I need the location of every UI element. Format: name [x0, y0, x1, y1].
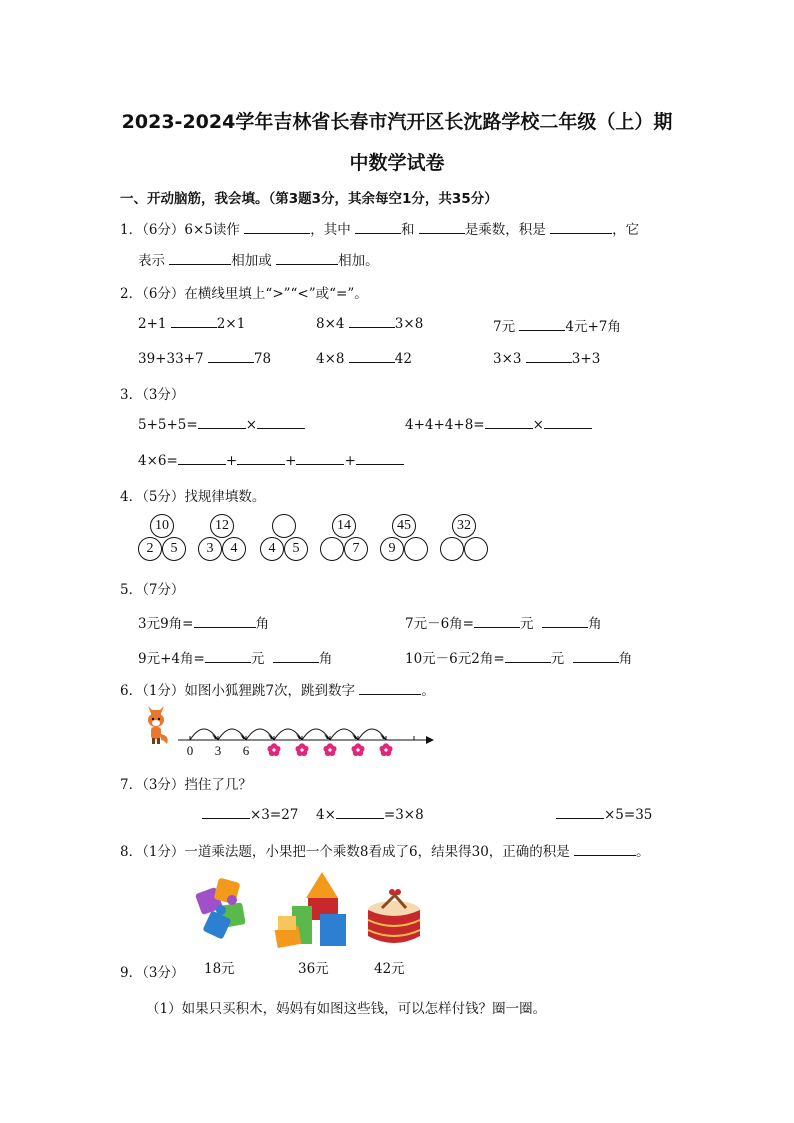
flower-icon — [267, 743, 280, 756]
compare-item-3: 7元 4元+7角 — [493, 319, 621, 335]
flower-icon — [351, 743, 364, 756]
q5-item-2: 7元－6角= 元 角 — [405, 616, 602, 632]
building-blocks-icon — [275, 872, 346, 948]
number-line-label: 3 — [214, 743, 222, 758]
flower-icon — [379, 743, 392, 756]
pattern-circle-left — [440, 537, 464, 561]
pattern-circle-top: 32 — [452, 514, 476, 538]
q9-subquestion-1: （1）如果只买积木，妈妈有如图这些钱，可以怎样付钱？圈一圈。 — [146, 1001, 547, 1017]
drum-icon — [368, 889, 420, 943]
jump-arc — [330, 729, 358, 740]
q5-item-4: 10元－6元2角= 元 角 — [405, 651, 633, 667]
pattern-circle-top: 10 — [150, 514, 174, 538]
pattern-circle-right — [404, 537, 428, 561]
flower-icon — [323, 743, 336, 756]
price-puzzle: 18元 — [204, 961, 235, 977]
jump-arc — [246, 729, 274, 740]
jump-arc — [302, 729, 330, 740]
jump-arc — [274, 729, 302, 740]
compare-item-6: 3×3 3+3 — [493, 351, 601, 367]
compare-item-4: 39+33+7 78 — [138, 351, 272, 367]
question-8: 8．（1分）一道乘法题，小果把一个乘数8看成了6，结果得30，正确的积是 。 — [120, 844, 650, 860]
question-9-heading: 9．（3分） — [120, 965, 185, 981]
compare-item-5: 4×8 42 — [316, 351, 412, 367]
question-2-heading: 2．（6分）在横线里填上“>”“<”或“=”。 — [120, 286, 368, 302]
question-1-line2: 表示 相加或 相加。 — [138, 253, 379, 269]
jump-arc — [218, 729, 246, 740]
number-line-label: 6 — [242, 743, 250, 758]
q7-expression-2: 4× =3×8 — [316, 807, 424, 823]
pattern-circle-top: 45 — [392, 514, 416, 538]
price-blocks: 36元 — [298, 961, 329, 977]
pattern-circle-top: 12 — [210, 514, 234, 538]
q7-expression-1: ×3=27 — [202, 806, 298, 823]
pattern-circle-left: 3 — [198, 537, 222, 561]
pattern-circle-left: 9 — [380, 537, 404, 561]
jump-arc — [358, 729, 386, 740]
pattern-circle-top — [272, 514, 296, 538]
pattern-circle-right: 5 — [162, 537, 186, 561]
jump-arc — [190, 729, 218, 740]
pattern-circle-right — [464, 537, 488, 561]
pattern-circle-right: 7 — [344, 537, 368, 561]
question-7-heading: 7．（3分）挡住了几？ — [120, 777, 252, 793]
exam-title-line2: 中数学试卷 — [349, 152, 445, 174]
question-3-heading: 3．（3分） — [120, 387, 185, 403]
pattern-circle-left: 4 — [260, 537, 284, 561]
exam-title-line1: 2023-2024学年吉林省长春市汽开区长沈路学校二年级（上）期 — [121, 111, 673, 133]
question-1-line1: 1．（6分）6×5读作 ，其中 和 是乘数，积是 ，它 — [120, 222, 640, 238]
q5-item-1: 3元9角= 角 — [138, 616, 269, 632]
pattern-circle-left — [320, 537, 344, 561]
question-5-heading: 5．（7分） — [120, 582, 185, 598]
price-drum: 42元 — [374, 961, 405, 977]
compare-item-1: 2+1 2×1 — [138, 316, 246, 332]
q3-expression-1: 5+5+5= × — [138, 416, 305, 433]
pattern-circle-right: 4 — [222, 537, 246, 561]
toy-pictures — [192, 870, 442, 952]
section-heading: 一、开动脑筋，我会填。（第3题3分，其余每空1分，共35分） — [120, 191, 498, 207]
pattern-circle-top: 14 — [332, 514, 356, 538]
compare-item-2: 8×4 3×8 — [316, 316, 424, 332]
flower-icon — [295, 743, 308, 756]
number-line-label: 0 — [186, 743, 194, 758]
q7-expression-3: ×5=35 — [556, 806, 652, 823]
q3-expression-2: 4+4+4+8= × — [405, 416, 592, 433]
question-6-heading: 6．（1分）如图小狐狸跳7次，跳到数字 。 — [120, 683, 435, 699]
pattern-circle-left: 2 — [138, 537, 162, 561]
number-line-figure — [140, 700, 440, 764]
number-line — [178, 729, 434, 758]
fox-icon — [148, 706, 168, 744]
pattern-circle-right: 5 — [284, 537, 308, 561]
q5-item-3: 9元+4角= 元 角 — [138, 651, 333, 667]
number-line-arrow — [426, 736, 434, 744]
puzzle-icon — [195, 878, 246, 940]
question-4-heading: 4．（5分）找规律填数。 — [120, 489, 266, 505]
q3-expression-3: 4×6= + + + — [138, 452, 404, 469]
